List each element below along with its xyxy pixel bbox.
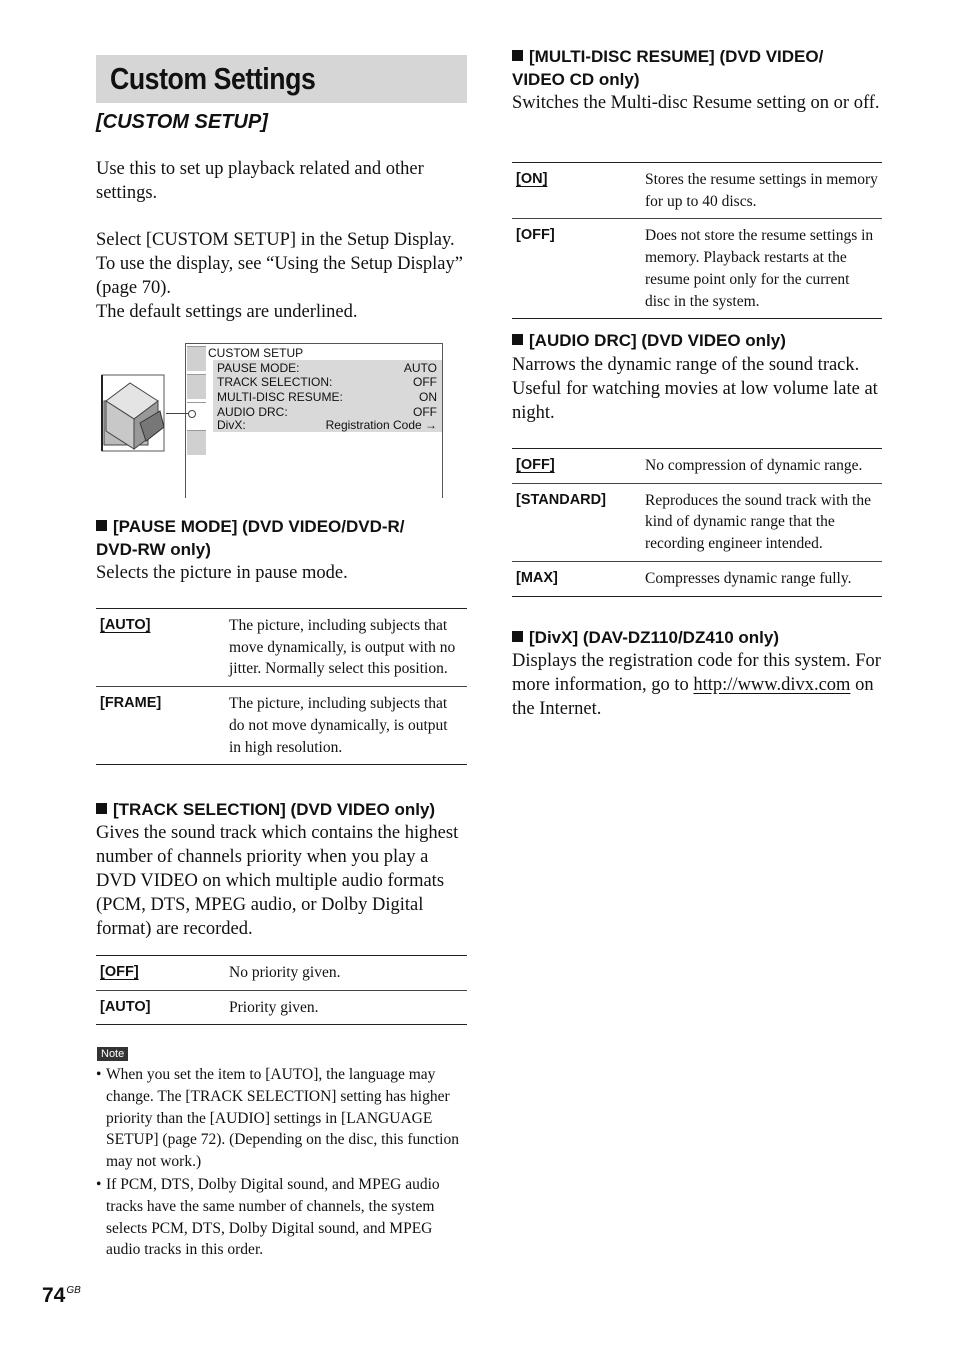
- note-badge: Note: [97, 1047, 128, 1061]
- note-bullet: • If PCM, DTS, Dolby Digital sound, and MPEG audio tracks have the same number of channels, the system selects PCM, DTS, Dolby Digital sound, and MPEG audio tracks in this order.: [96, 1176, 440, 1259]
- title-bar: [96, 55, 467, 103]
- display-frame-right: [442, 343, 443, 498]
- track-selection-desc: Gives the sound track which contains the highest number of channels priority when you play a DVD VIDEO on which multiple audio formats (PCM, DTS, MPEG audio, or Dolby Digital format) are recorded.: [96, 823, 459, 939]
- setup-display-illustration: [100, 343, 446, 501]
- audio-drc-heading: [AUDIO DRC] (DVD VIDEO only): [512, 329, 882, 352]
- screen-title: CUSTOM SETUP: [208, 346, 304, 360]
- multi-disc-resume-table: [512, 162, 882, 319]
- intro-text: Use this to set up playback related and other settings.: [96, 159, 424, 203]
- section-subtitle: [CUSTOM SETUP]: [96, 111, 268, 133]
- table-row: [512, 163, 882, 219]
- setup-tab: [187, 374, 206, 399]
- page-title: Custom Settings: [110, 61, 316, 96]
- pointer-dot: [188, 410, 196, 418]
- setup-menu-panel: [213, 360, 442, 432]
- square-bullet-icon: [512, 631, 523, 642]
- option-key: [OFF]: [100, 964, 139, 980]
- option-desc: Compresses dynamic range fully.: [641, 561, 882, 596]
- bullet-dot-icon: •: [96, 1066, 102, 1083]
- table-row: [512, 561, 882, 596]
- bullet-dot-icon: •: [96, 1176, 102, 1193]
- multi-disc-resume-desc: Switches the Multi-disc Resume setting on or off.: [512, 93, 880, 113]
- track-selection-table: [96, 955, 467, 1025]
- table-row: [512, 483, 882, 561]
- option-desc: No priority given.: [229, 964, 341, 981]
- divx-desc: Displays the registration code for this system. For more information, go to http://www.divx.com on the Internet.: [512, 651, 881, 719]
- option-desc: The picture, including subjects that do not move dynamically, is output in high resolution.: [225, 687, 467, 765]
- square-bullet-icon: [96, 803, 107, 814]
- display-frame-top: [185, 343, 443, 344]
- pause-mode-desc: Selects the picture in pause mode.: [96, 563, 348, 583]
- pointer-line: [166, 413, 190, 414]
- pause-mode-table: [96, 608, 467, 765]
- option-key: [OFF]: [512, 219, 641, 319]
- menu-row-pause-mode: PAUSE MODE: AUTO: [217, 361, 437, 375]
- option-key: [FRAME]: [96, 687, 225, 765]
- option-desc: Priority given.: [225, 990, 467, 1025]
- square-bullet-icon: [512, 50, 523, 61]
- option-desc: Stores the resume settings in memory for up to 40 discs.: [645, 171, 878, 210]
- setup-tab: [187, 430, 206, 455]
- option-key: [AUTO]: [96, 990, 225, 1025]
- option-key: [STANDARD]: [512, 483, 641, 561]
- instruction-line: Select [CUSTOM SETUP] in the Setup Display.: [96, 230, 455, 250]
- option-key: [ON]: [516, 171, 548, 187]
- instruction-line: To use the display, see “Using the Setup Display” (page 70).: [96, 254, 463, 298]
- menu-row-multi-disc-resume: MULTI-DISC RESUME: ON: [217, 390, 437, 404]
- table-row: [96, 687, 467, 765]
- table-row: [512, 449, 882, 484]
- option-desc: Does not store the resume settings in memory. Playback restarts at the resume point only for the current disc in the system.: [641, 219, 882, 319]
- table-row: [512, 219, 882, 319]
- option-desc: The picture, including subjects that move dynamically, is output with no jitter. Normally select this position.: [229, 617, 456, 678]
- setup-tabs: [185, 343, 206, 459]
- table-row: [96, 956, 467, 991]
- setup-tab: [187, 346, 206, 371]
- track-selection-heading: [TRACK SELECTION] (DVD VIDEO only): [96, 798, 467, 821]
- note-bullet: • When you set the item to [AUTO], the language may change. The [TRACK SELECTION] setting has higher priority than the [AUDIO] settings in [LANGUAGE SETUP] (page 72). (Depending on the disc, this function may not work.): [96, 1066, 459, 1171]
- table-row: [96, 990, 467, 1025]
- option-key: [MAX]: [512, 561, 641, 596]
- custom-setup-icon: [100, 371, 166, 453]
- page-number: $74^{GB}$: [42, 1284, 81, 1307]
- table-row: [96, 609, 467, 687]
- audio-drc-desc: Narrows the dynamic range of the sound track. Useful for watching movies at low volume late at night.: [512, 355, 878, 423]
- square-bullet-icon: [512, 334, 523, 345]
- pause-mode-heading: [PAUSE MODE] (DVD VIDEO/DVD-R/ DVD-RW only): [96, 517, 405, 559]
- menu-row-audio-drc: AUDIO DRC: OFF: [217, 405, 437, 419]
- option-desc: Reproduces the sound track with the kind of dynamic range that the recording engineer intended.: [641, 483, 882, 561]
- option-key: [AUTO]: [100, 617, 151, 633]
- instruction-line: The default settings are underlined.: [96, 302, 358, 322]
- multi-disc-resume-heading: [MULTI-DISC RESUME] (DVD VIDEO/ VIDEO CD only): [512, 47, 824, 89]
- menu-row-divx: DivX: Registration Code →: [217, 418, 437, 432]
- divx-link[interactable]: http://www.divx.com: [693, 675, 851, 695]
- divx-heading: [DivX] (DAV-DZ110/DZ410 only): [512, 626, 882, 649]
- option-desc: No compression of dynamic range.: [645, 457, 863, 474]
- option-key: [OFF]: [516, 457, 555, 473]
- menu-row-track-selection: TRACK SELECTION: OFF: [217, 375, 437, 389]
- instructions: [96, 228, 467, 324]
- square-bullet-icon: [96, 520, 107, 531]
- audio-drc-table: [512, 448, 882, 597]
